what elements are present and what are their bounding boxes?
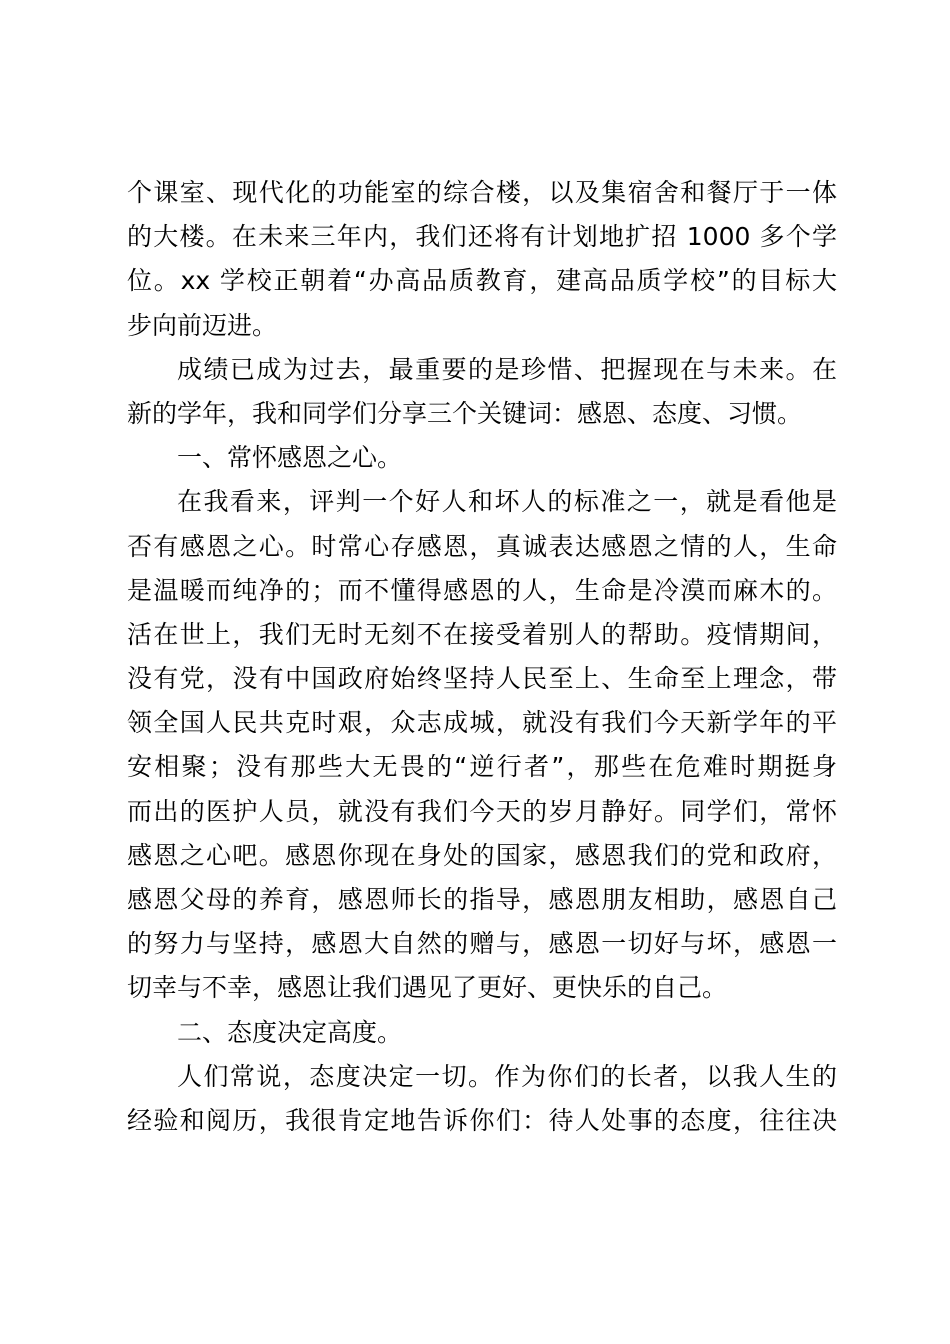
- text-line: 在我看来，评判一个好人和坏人的标准之一，就是看他是: [177, 487, 837, 517]
- text-line: 成绩已成为过去，最重要的是珍惜、把握现在与未来。在: [177, 354, 837, 384]
- text-line: 的大楼。在未来三年内，我们还将有计划地扩招 1000 多个学: [127, 222, 837, 252]
- text-line: 经验和阅历，我很肯定地告诉你们：待人处事的态度，往往决: [127, 1105, 837, 1135]
- text-line: 个课室、现代化的功能室的综合楼，以及集宿舍和餐厅于一体: [127, 178, 837, 207]
- text-line: 步向前迈进。: [127, 310, 278, 340]
- text-line: 感恩之心吧。感恩你现在身处的国家，感恩我们的党和政府，: [127, 840, 837, 870]
- text-line: 切幸与不幸，感恩让我们遇见了更好、更快乐的自己。: [127, 973, 728, 1003]
- section-heading: 一、常怀感恩之心。: [177, 443, 403, 473]
- text-line: 人们常说，态度决定一切。作为你们的长者，以我人生的: [177, 1061, 837, 1091]
- text-line: 的努力与坚持，感恩大自然的赠与，感恩一切好与坏，感恩一: [127, 929, 837, 959]
- text-line: 位。xx 学校正朝着“办高品质教育，建高品质学校”的目标大: [127, 266, 837, 296]
- text-line: 安相聚；没有那些大无畏的“逆行者”，那些在危难时期挺身: [127, 752, 837, 782]
- text-line: 否有感恩之心。时常心存感恩，真诚表达感恩之情的人，生命: [127, 531, 837, 561]
- document-body: [127, 171, 837, 1143]
- text-line: 而出的医护人员，就没有我们今天的岁月静好。同学们，常怀: [127, 796, 837, 826]
- text-line: 感恩父母的养育，感恩师长的指导，感恩朋友相助，感恩自己: [127, 885, 837, 914]
- text-line: 领全国人民共克时艰，众志成城，就没有我们今天新学年的平: [127, 708, 837, 738]
- text-line: 没有党，没有中国政府始终坚持人民至上、生命至上理念，带: [127, 664, 837, 694]
- text-line: 活在世上，我们无时无刻不在接受着别人的帮助。疫情期间，: [127, 619, 837, 649]
- section-heading: 二、态度决定高度。: [177, 1017, 403, 1047]
- text-line: 新的学年，我和同学们分享三个关键词：感恩、态度、习惯。: [127, 398, 803, 428]
- text-line: 是温暖而纯净的；而不懂得感恩的人，生命是冷漠而麻木的。: [127, 575, 837, 605]
